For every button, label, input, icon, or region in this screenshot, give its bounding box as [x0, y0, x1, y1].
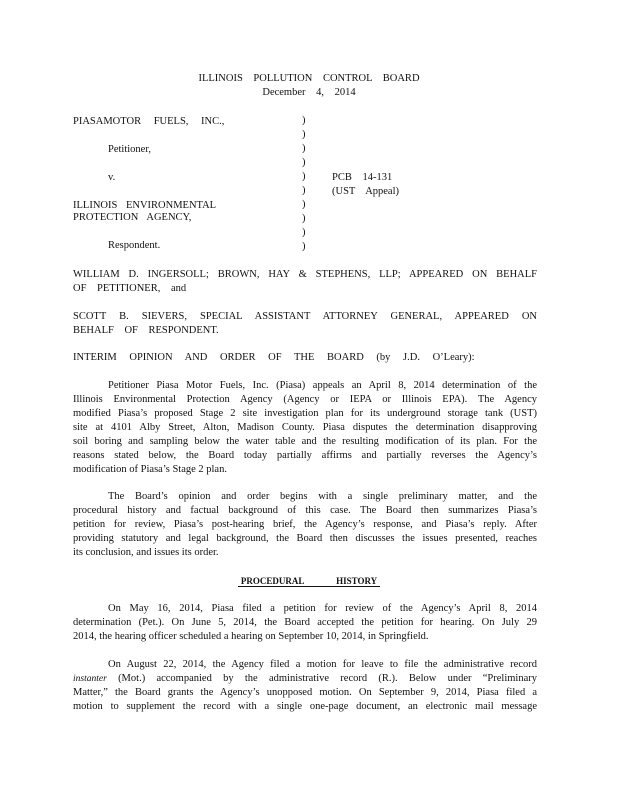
caption-paren: ) [302, 171, 306, 182]
paragraph-line: site at 4101 Alby Street, Alton, Madison County. Piasa disputes the determination disapproving [73, 422, 537, 433]
section-heading-text: PROCEDURAL HISTORY [238, 576, 380, 587]
paragraph-line: The Board’s opinion and order begins with a single preliminary matter, and the [108, 491, 537, 502]
paragraph-line: soil boring and sampling below the water table and the resulting modification of its plan. For the [73, 436, 537, 447]
petitioner-role: Petitioner, [108, 144, 152, 155]
caption-paren: ) [302, 241, 306, 252]
appearance-petitioner: WILLIAM D. INGERSOLL; BROWN, HAY & STEPHENS, LLP; APPEARED ON BEHALF [73, 269, 537, 280]
paragraph-line: Matter,” the Board grants the Agency’s unopposed motion. On September 9, 2014, Piasa filed a [73, 687, 537, 698]
caption-paren: ) [302, 213, 306, 224]
paragraph-line: On May 16, 2014, Piasa filed a petition for review of the Agency’s April 8, 2014 [108, 603, 537, 614]
paragraph-line: On August 22, 2014, the Agency filed a motion for leave to file the administrative record [108, 659, 537, 670]
caption-paren: ) [302, 129, 306, 140]
versus: v. [108, 172, 116, 183]
paragraph-line: petition for review, Piasa’s post-hearing brief, the Agency’s response, and Piasa’s reply. After [73, 519, 537, 530]
respondent-name-line1: ILLINOIS ENVIRONMENTAL [73, 200, 217, 211]
appearance-petitioner-cont: OF PETITIONER, and [73, 283, 187, 294]
caption-paren: ) [302, 227, 306, 238]
appearance-respondent-cont: BEHALF OF RESPONDENT. [73, 325, 219, 336]
paragraph-line: providing statutory and legal background, the Board then discusses the issues presented, reaches [73, 533, 537, 544]
section-heading [0, 575, 618, 587]
paragraph-line: reasons stated below, the Board today partially affirms and partially reverses the Agency’s [73, 450, 537, 461]
paragraph-line: modification of Piasa’s Stage 2 plan. [73, 464, 227, 475]
opinion-title: INTERIM OPINION AND ORDER OF THE BOARD (by J.D. O’Leary): [73, 352, 475, 363]
paragraph-line: procedural history and factual background of this case. The Board then summarizes Piasa’s [73, 505, 537, 516]
case-number: PCB 14-131 [332, 172, 393, 183]
italic-term: instanter [73, 674, 107, 684]
board-title: ILLINOIS POLLUTION CONTROL BOARD [198, 73, 420, 84]
case-type: (UST Appeal) [332, 186, 400, 197]
paragraph-line-text: (Mot.) accompanied by the administrative record (R.). Below under “Preliminary [118, 673, 537, 684]
caption-paren: ) [302, 199, 306, 210]
paragraph-line [73, 672, 537, 686]
paragraph-line: motion to supplement the record with a single one-page document, an electronic mail message [73, 701, 537, 712]
paragraph-line: Illinois Environmental Protection Agency (Agency or IEPA or Illinois EPA). The Agency [73, 394, 537, 405]
caption-paren: ) [302, 157, 306, 168]
respondent-name-line2: PROTECTION AGENCY, [73, 212, 192, 223]
paragraph-line: Petitioner Piasa Motor Fuels, Inc. (Piasa) appeals an April 8, 2014 determination of the [108, 380, 537, 391]
paragraph-line: determination (Pet.). On June 5, 2014, the Board accepted the petition for hearing. On July 29 [73, 617, 537, 628]
paragraph-line: its conclusion, and issues its order. [73, 547, 219, 558]
paragraph-line: modified Piasa’s proposed Stage 2 site investigation plan for its underground storage tank (UST) [73, 408, 537, 419]
caption-paren: ) [302, 115, 306, 126]
caption-paren: ) [302, 185, 306, 196]
order-date: December 4, 2014 [262, 87, 356, 98]
appearance-respondent: SCOTT B. SIEVERS, SPECIAL ASSISTANT ATTORNEY GENERAL, APPEARED ON [73, 311, 537, 322]
respondent-role: Respondent. [108, 240, 161, 251]
caption-paren: ) [302, 143, 306, 154]
paragraph-line: 2014, the hearing officer scheduled a hearing on September 10, 2014, in Springfield. [73, 631, 429, 642]
petitioner-name: PIASAMOTOR FUELS, INC., [73, 116, 225, 127]
